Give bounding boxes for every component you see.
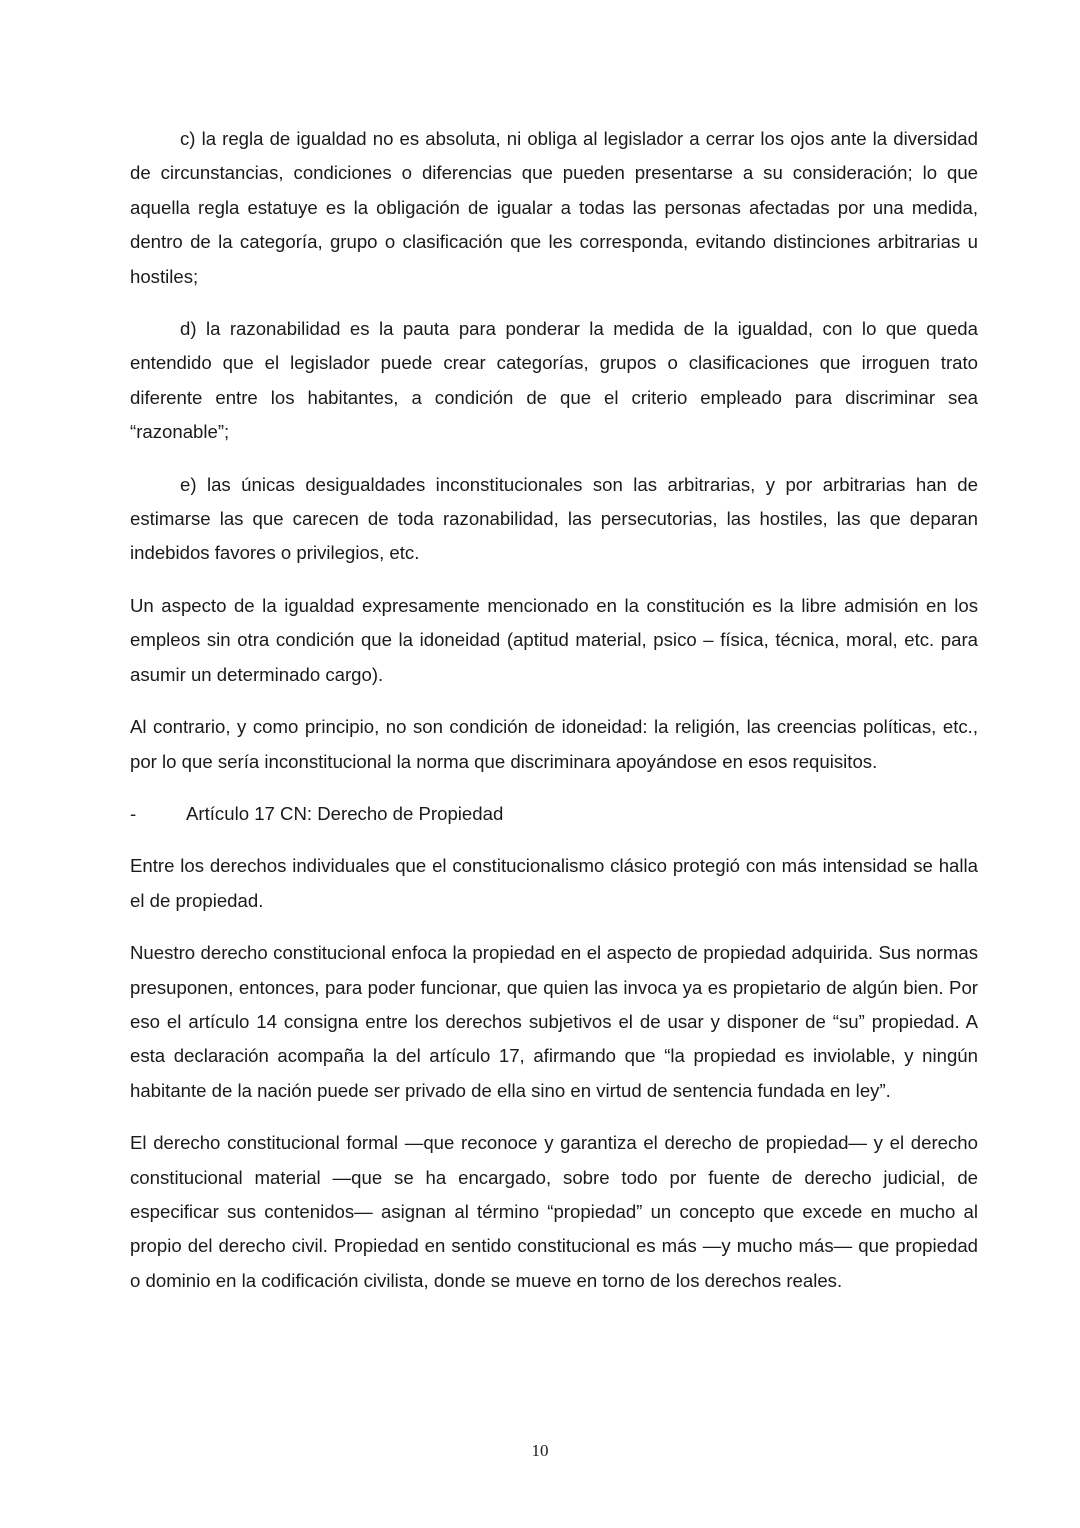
paragraph-item-c: c) la regla de igualdad no es absoluta, ni obliga al legislador a cerrar los ojos ante la diversidad de circunstancias, condiciones o diferencias que pueden presentarse a su consideración; lo que aquella regla estatuye es la obligación de igualar a todas las personas afectadas por una medida, dentro de la categoría, grupo o clasificación que les corresponda, evitando distinciones arbitrarias u hostiles; (130, 128, 978, 287)
paragraph-propiedad-adquirida: Nuestro derecho constitucional enfoca la propiedad en el aspecto de propiedad adquirida. Sus normas presuponen, entonces, para poder funcionar, que quien las invoca ya es propietario de algún bien. Por eso el artículo 14 consigna entre los derechos subjetivos el de usar y disponer de “su” propiedad. A esta declaración acompaña la del artículo 17, afirmando que “la propiedad es inviolable, y ningún habitante de la nación puede ser privado de ella sino en virtud de sentencia fundada en ley”. (130, 942, 978, 1101)
section-heading-text: Artículo 17 CN: Derecho de Propiedad (186, 802, 504, 824)
page-content (130, 122, 978, 1316)
paragraph-propiedad-constitucional: El derecho constitucional formal —que reconoce y garantiza el derecho de propiedad— y el derecho constitucional material —que se ha encargado, sobre todo por fuente de derecho judicial, de especificar sus contenidos— asignan al término “propiedad” un concepto que excede en mucho al propio del derecho civil. Propiedad en sentido constitucional es más —y mucho más— que propiedad o dominio en la codificación civilista, donde se mueve en torno de los derechos reales. (130, 1132, 978, 1291)
paragraph-item-e: e) las únicas desigualdades inconstitucionales son las arbitrarias, y por arbitrarias han de estimarse las que carecen de toda razonabilidad, las persecutorias, las hostiles, las que deparan indebidos favores o privilegios, etc. (130, 473, 978, 564)
page-number: 10 (531, 1441, 549, 1460)
paragraph-idoneidad-conditions: Al contrario, y como principio, no son condición de idoneidad: la religión, las creencias políticas, etc., por lo que sería inconstitucional la norma que discriminara apoyándose en esos requisitos. (130, 716, 978, 772)
paragraph-admission-employment: Un aspecto de la igualdad expresamente mencionado en la constitución es la libre admisión en los empleos sin otra condición que la idoneidad (aptitud material, psico – física, técnica, moral, etc. para asumir un determinado cargo). (130, 594, 978, 685)
paragraph-item-d: d) la razonabilidad es la pauta para ponderar la medida de la igualdad, con lo que queda entendido que el legislador puede crear categorías, grupos o clasificaciones que irroguen trato diferente entre los habitantes, a condición de que el criterio empleado para discriminar sea “razonable”; (130, 318, 978, 443)
bullet-dash: - (130, 802, 137, 824)
paragraph-propiedad-intro: Entre los derechos individuales que el constitucionalismo clásico protegió con más intensidad se halla el de propiedad. (130, 855, 978, 911)
section-heading-propiedad (130, 797, 978, 831)
